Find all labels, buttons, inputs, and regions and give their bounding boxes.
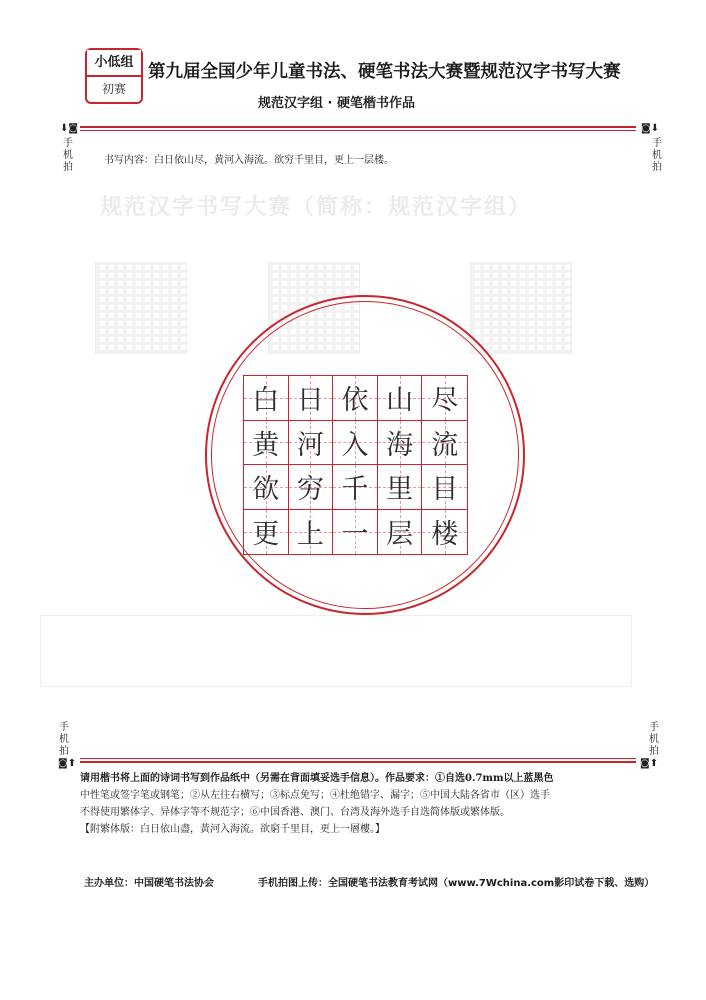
grid-cell: 更 <box>244 510 289 555</box>
upload-footer: 手机拍图上传：全国硬笔书法教育考试网（www.7Wchina.com影印试卷下载、选购） <box>258 878 655 889</box>
camera-upload-icon-right: ◙⬆ <box>640 758 659 769</box>
grid-cell: 楼 <box>422 510 467 555</box>
camera-download-icon: ◙⬇ <box>641 123 660 134</box>
grid-cell: 层 <box>378 510 423 555</box>
top-divider <box>80 126 636 128</box>
phone-photo-marker-left-bottom: 手 机 拍 <box>59 722 69 757</box>
grid-cell: 山 <box>378 376 423 421</box>
reverse-side-ghost-title: 规范汉字书写大赛（简称：规范汉字组） <box>100 195 533 220</box>
grid-cell: 依 <box>333 376 378 421</box>
grid-cell: 一 <box>333 510 378 555</box>
phone-photo-marker-left-top: 手 机 拍 <box>63 138 73 173</box>
page-subtitle: 规范汉字组 · 硬笔楷书作品 <box>258 96 415 111</box>
badge-group-label: 小低组 <box>87 50 141 77</box>
bottom-divider-thin <box>80 758 636 759</box>
download-camera-icon: ⬇◙ <box>60 123 79 134</box>
instructions-block <box>80 770 640 838</box>
traditional-version-note: 【附繁体版：白日依山盡，黃河入海流。欲窮千里目，更上一層樓。】 <box>80 824 385 835</box>
grid-cell: 黄 <box>244 421 289 466</box>
grid-cell: 上 <box>289 510 334 555</box>
bottom-divider <box>80 761 636 763</box>
grid-cell: 入 <box>333 421 378 466</box>
group-badge <box>85 48 143 104</box>
instructions-line: 请用楷书将上面的诗词书写到作品纸中（另需在背面填妥选手信息）。作品要求：①自选0.7mm以上蓝黑色 <box>80 773 554 784</box>
organizer-footer: 主办单位：中国硬笔书法协会 <box>84 878 214 889</box>
writing-grid <box>243 375 468 555</box>
phone-photo-marker-right-bottom: 手 机 拍 <box>649 722 659 757</box>
grid-cell: 河 <box>289 421 334 466</box>
grid-cell: 千 <box>333 465 378 510</box>
reverse-side-ghost-qr-left <box>95 262 187 354</box>
reverse-side-ghost-qr-right <box>470 262 572 354</box>
top-divider-thin <box>80 130 636 131</box>
writing-content-label: 书写内容：白日依山尽，黄河入海流。欲穷千里目，更上一层楼。 <box>104 155 394 166</box>
grid-cell: 穷 <box>289 465 334 510</box>
phone-photo-marker-right-top: 手 机 拍 <box>652 138 662 173</box>
grid-cell: 欲 <box>244 465 289 510</box>
grid-cell: 流 <box>422 421 467 466</box>
grid-cell: 尽 <box>422 376 467 421</box>
page-title: 第九届全国少年儿童书法、硬笔书法大赛暨规范汉字书写大赛 <box>148 62 621 82</box>
camera-upload-icon: ◙⬆ <box>58 758 77 769</box>
badge-round-label: 初赛 <box>101 82 126 96</box>
grid-cell: 海 <box>378 421 423 466</box>
reverse-side-ghost-panel <box>40 615 632 687</box>
grid-cell: 白 <box>244 376 289 421</box>
instructions-line: 中性笔或签字笔或钢笔；②从左往右横写；③标点免写；④杜绝错字、漏字；⑤中国大陆各省市（区）选手 <box>80 790 550 801</box>
instructions-line: 不得使用繁体字、异体字等不规范字；⑥中国香港、澳门、台湾及海外选手自选简体版或繁体版。 <box>80 807 510 818</box>
grid-cell: 里 <box>378 465 423 510</box>
grid-cell: 目 <box>422 465 467 510</box>
grid-cell: 日 <box>289 376 334 421</box>
